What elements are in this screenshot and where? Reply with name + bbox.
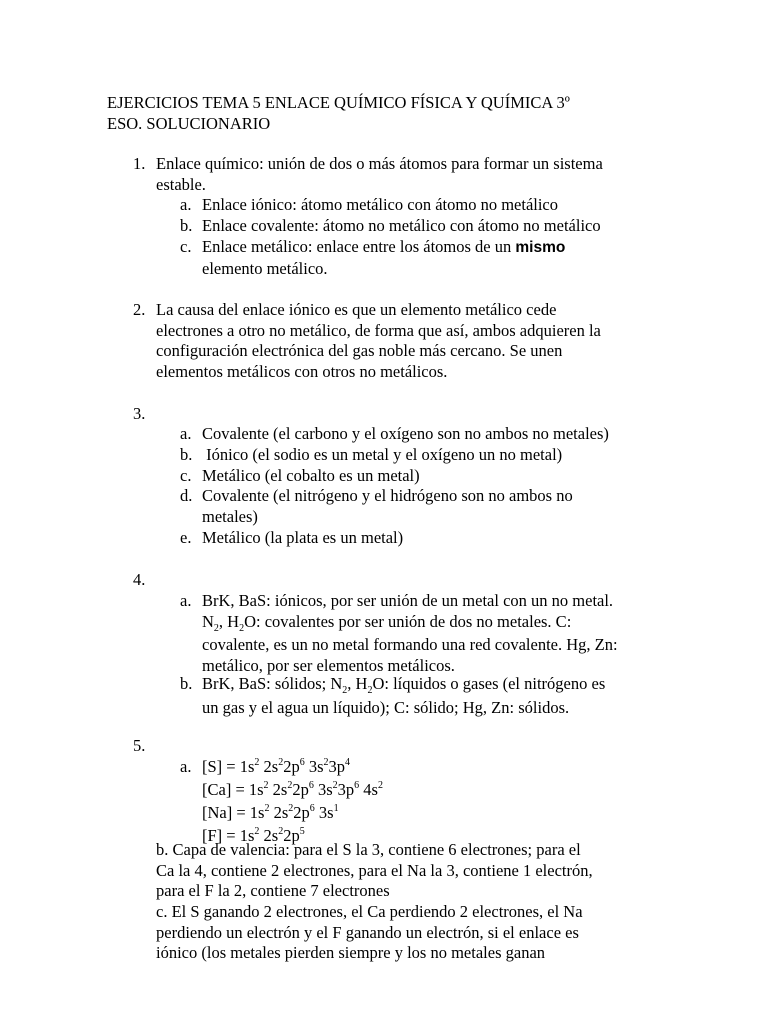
config-exponent: 6 [308,780,314,791]
q3-d-text [202,486,573,527]
config-orbital: 3p [328,757,345,776]
config-exponent: 2 [254,757,260,768]
q2-line-4: elementos metálicos con otros no metálicos. [156,361,448,381]
q1-line-1: Enlace químico: unión de dos o más átomos para formar un sistema [156,154,603,173]
q3-number: 3. [133,404,146,423]
config-exponent: 5 [299,826,305,837]
q4-a-line-4: metálico, por ser elementos metálicos. [202,655,455,675]
q5-c-line-1: c. El S ganando 2 electrones, el Ca perdiendo 2 electrones, el Na [156,902,583,921]
q4-b-line-1 [202,674,605,698]
config-exponent: 6 [299,757,305,768]
q4-b-letter: b. [180,674,193,693]
config-exponent: 2 [323,757,329,768]
q4-a-sep: , H [218,611,240,631]
q4-b-sub-2b: 2 [367,685,373,696]
q5-a-letter: a. [180,757,192,776]
electron-config-line [202,757,383,780]
q3-d-line-1: Covalente (el nitrógeno y el hidrógeno son no ambos no [202,486,573,505]
q2-line-1: La causa del enlace iónico es que un elemento metálico cede [156,300,557,319]
q3-a-text: Covalente (el carbono y el oxígeno son no ambos no metales) [202,424,609,443]
config-orbital: 2s [269,803,289,822]
q4-a-sub-2: 2 [213,622,219,634]
q5-b-line-2: Ca la 4, contiene 2 electrones, para el Na la 3, contiene 1 electrón, [156,860,593,880]
config-label: [F] = 1s [202,826,255,845]
q4-b-text [202,674,605,718]
config-orbital: 3s [313,780,333,799]
q3-e-text: Metálico (la plata es un metal) [202,528,404,547]
config-exponent: 2 [278,826,284,837]
q5-c-text [156,902,583,964]
q3-c-text: Metálico (el cobalto es un metal) [202,466,420,485]
config-exponent: 2 [332,780,338,791]
q1-text [156,154,603,195]
q1-a-letter: a. [180,195,192,214]
config-orbital: 3s [304,757,324,776]
q4-a-n: N [202,611,214,631]
config-orbital: 3p [337,780,355,799]
q1-c-text [202,237,565,279]
title-line-1: EJERCICIOS TEMA 5 ENLACE QUÍMICO FÍSICA Y QUÍMICA 3º [107,93,570,112]
q4-a-text [202,591,618,676]
config-exponent: 1 [333,803,339,814]
config-exponent: 2 [288,803,294,814]
q3-d-letter: d. [180,486,193,505]
q3-d-line-2: metales) [202,506,258,526]
q4-a-line-1: BrK, BaS: iónicos, por ser unión de un metal con un no metal. [202,591,614,610]
q4-a-letter: a. [180,591,192,610]
q1-number: 1. [133,154,146,173]
config-exponent: 2 [264,803,270,814]
q1-a-text: Enlace iónico: átomo metálico con átomo no metálico [202,195,559,214]
config-exponent: 4 [345,757,350,768]
config-orbital: 2p [292,780,309,799]
q4-b-post: O: líquidos o gases (el nitrógeno es [372,674,606,693]
config-orbital: 2s [259,826,279,845]
config-label: [S] = 1s [202,757,255,776]
q4-a-o: O: covalentes por ser unión de dos no metales. C: [244,611,572,631]
q4-number: 4. [133,570,146,589]
q4-b-mid: , H [347,674,368,693]
config-exponent: 2 [254,826,260,837]
config-orbital: 2p [283,826,300,845]
config-orbital: 2s [259,757,279,776]
config-exponent: 2 [263,780,269,791]
config-exponent: 2 [287,780,293,791]
config-orbital: 2p [293,803,310,822]
q2-line-2: electrones a otro no metálico, de forma que así, ambos adquieren la [156,320,601,340]
q1-c-line-2: elemento metálico. [202,258,328,278]
document-title [107,92,570,134]
q3-a-letter: a. [180,424,192,443]
q4-a-line-3: covalente, es un no metal formando una red covalente. Hg, Zn: [202,635,618,655]
q4-b-pre: BrK, BaS: sólidos; N [202,674,343,693]
q1-line-2: estable. [156,174,206,194]
electron-configurations [202,757,383,849]
q1-c-bold-word: mismo [515,239,566,256]
config-orbital: 3s [314,803,334,822]
q3-c-letter: c. [180,466,192,485]
config-label: [Na] = 1s [202,803,265,822]
q5-number: 5. [133,736,146,755]
q1-c-letter: c. [180,237,192,256]
q1-b-letter: b. [180,216,193,235]
q4-a-line-2 [202,612,618,636]
q2-text [156,300,601,382]
q4-b-sub-2: 2 [342,685,348,696]
q1-b-text: Enlace covalente: átomo no metálico con átomo no metálico [202,216,601,235]
q5-b-line-3: para el F la 2, contiene 7 electrones [156,881,390,901]
config-exponent: 6 [309,803,315,814]
config-orbital: 2s [268,780,288,799]
config-exponent: 2 [278,757,284,768]
q3-e-letter: e. [180,528,192,547]
title-line-2: ESO. SOLUCIONARIO [107,114,271,133]
electron-config-line [202,803,383,826]
q4-a-sub-2b: 2 [239,622,245,634]
q5-c-line-2: perdiendo un electrón y el F ganando un electrón, si el enlace es [156,922,579,942]
config-exponent: 6 [354,780,360,791]
config-orbital: 2p [283,757,300,776]
q5-b-line-1: b. Capa de valencia: para el S la 3, contiene 6 electrones; para el [156,840,581,859]
q4-b-line-2: un gas y el agua un líquido); C: sólido; Hg, Zn: sólidos. [202,697,570,717]
q3-b-letter: b. [180,445,193,464]
q5-c-line-3: iónico (los metales pierden siempre y los no metales ganan [156,943,546,963]
config-exponent: 2 [377,780,383,791]
q5-b-text [156,840,593,902]
config-orbital: 4s [359,780,378,799]
q1-c-text-before: Enlace metálico: enlace entre los átomos de un [202,237,516,256]
q2-number: 2. [133,300,146,319]
q3-b-text: Iónico (el sodio es un metal y el oxígeno un no metal) [202,445,563,464]
electron-config-line [202,780,383,803]
q2-line-3: configuración electrónica del gas noble más cercano. Se unen [156,341,563,361]
config-label: [Ca] = 1s [202,780,264,799]
